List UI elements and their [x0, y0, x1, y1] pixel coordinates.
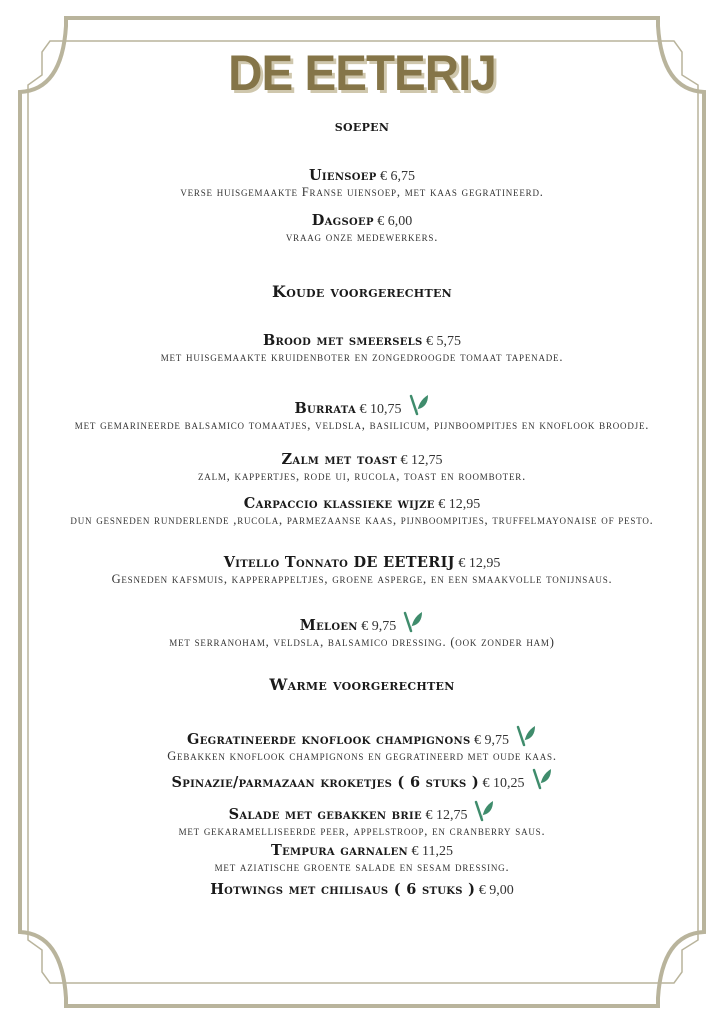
- menu-item-name-line: [40, 610, 684, 635]
- menu-item-name-line: [40, 767, 684, 792]
- menu-item: [40, 767, 684, 792]
- menu-item-name: Carpaccio klassieke wijze: [243, 495, 435, 512]
- menu-item-name: Hotwings met chilisaus ( 6 stuks ): [210, 881, 476, 898]
- menu-item-price: € 6,75: [376, 169, 416, 184]
- menu-item: [40, 881, 684, 899]
- menu-item: [40, 451, 684, 483]
- menu-item-description: met huisgemaakte kruidenboter en zongedroogde tomaat tapenade.: [160, 350, 564, 364]
- vegetarian-leaf-icon: [408, 393, 430, 417]
- menu-item-description: verse huisgemaakte Franse uiensoep, met kaas gegratineerd.: [180, 185, 544, 199]
- vegetarian-leaf-icon: [531, 767, 553, 791]
- menu-item-name: Meloen: [299, 617, 358, 634]
- menu-item-description: vraag onze medewerkers.: [285, 230, 439, 244]
- menu-item-name: Gegratineerde knoflook champignons: [187, 731, 471, 748]
- menu-item-description: dun gesneden runderlende ,rucola, parmezaanse kaas, pijnboompitjes, truffelmayonaise of pesto.: [70, 513, 654, 527]
- menu-item: [40, 495, 684, 527]
- menu-item-description: Gesneden kafsmuis, kapperappeltjes, groene asperge, en een smaakvolle tonijnsaus.: [111, 572, 613, 586]
- menu-item-price: € 9,75: [470, 733, 509, 748]
- menu-item-name: Brood met smeersels: [262, 332, 423, 349]
- menu-item-name-line: [40, 799, 684, 824]
- section-heading: soepen: [334, 116, 390, 135]
- menu-item-name-line: [40, 212, 684, 230]
- menu-item-name-line: [40, 451, 684, 469]
- menu-item-description: met serranoham, veldsla, balsamico dressing. (ook zonder ham): [169, 635, 555, 649]
- menu-item-price: € 12,95: [454, 556, 501, 571]
- menu-item-price: € 11,25: [407, 844, 453, 859]
- menu-item-price: € 12,75: [421, 808, 468, 823]
- menu-item-price: € 12,95: [434, 497, 481, 512]
- menu-item-description: met aziatische groente salade en sesam dressing.: [214, 860, 510, 874]
- menu-item-name-line: [40, 167, 684, 185]
- menu-item: [40, 332, 684, 364]
- menu-item-description: zalm, kappertjes, rode ui, rucola, toast en roomboter.: [197, 469, 526, 483]
- menu-item-name: Dagsoep: [311, 212, 374, 229]
- menu-item-name-line: [40, 724, 684, 749]
- menu-item-name-line: [40, 393, 684, 418]
- menu-item-price: € 9,75: [357, 619, 397, 634]
- menu-item: [40, 610, 684, 649]
- vegetarian-leaf-icon: [515, 724, 537, 748]
- menu-item: [40, 212, 684, 244]
- menu-item-name-line: [40, 842, 684, 860]
- menu-item-price: € 9,00: [475, 883, 514, 898]
- menu-item: [40, 393, 684, 432]
- menu-item: [40, 167, 684, 199]
- menu-item-name-line: [40, 554, 684, 572]
- menu-item: [40, 799, 684, 838]
- menu-item-description: Gebakken knoflook champignons en gegratineerd met oude kaas.: [167, 749, 557, 763]
- vegetarian-leaf-icon: [473, 799, 495, 823]
- section-heading: Warme voorgerechten: [269, 675, 455, 694]
- menu-item-description: met gemarineerde balsamico tomaatjes, veldsla, basilicum, pijnboompitjes en knoflook broodje.: [74, 418, 650, 432]
- menu-item-name: Zalm met toast: [281, 451, 397, 468]
- menu-item-name: Burrata: [294, 400, 357, 417]
- restaurant-title: DE EETERIJ: [228, 45, 496, 101]
- menu-item: [40, 842, 684, 874]
- menu-item-price: € 10,75: [356, 402, 402, 417]
- menu-item: [40, 554, 684, 586]
- menu-item-name: Spinazie/parmazaan kroketjes ( 6 stuks ): [171, 774, 479, 791]
- menu-item-price: € 5,75: [422, 334, 462, 349]
- menu-item-price: € 6,00: [373, 214, 413, 229]
- menu-item-price: € 10,25: [479, 776, 525, 791]
- menu-item-name-line: [40, 495, 684, 513]
- menu-item-name-line: [40, 881, 684, 899]
- menu-item-name: Vitello Tonnato DE EETERIJ: [223, 554, 455, 571]
- menu-item-name: Salade met gebakken brie: [228, 806, 422, 823]
- menu-item-name-line: [40, 332, 684, 350]
- menu-item: [40, 724, 684, 763]
- menu-item-price: € 12,75: [396, 453, 443, 468]
- menu-item-name: Uiensoep: [308, 167, 377, 184]
- section-heading: Koude voorgerechten: [272, 282, 452, 301]
- vegetarian-leaf-icon: [402, 610, 424, 634]
- menu-item-description: met gekaramelliseerde peer, appelstroop, en cranberry saus.: [178, 824, 546, 838]
- menu-item-name: Tempura garnalen: [271, 842, 408, 859]
